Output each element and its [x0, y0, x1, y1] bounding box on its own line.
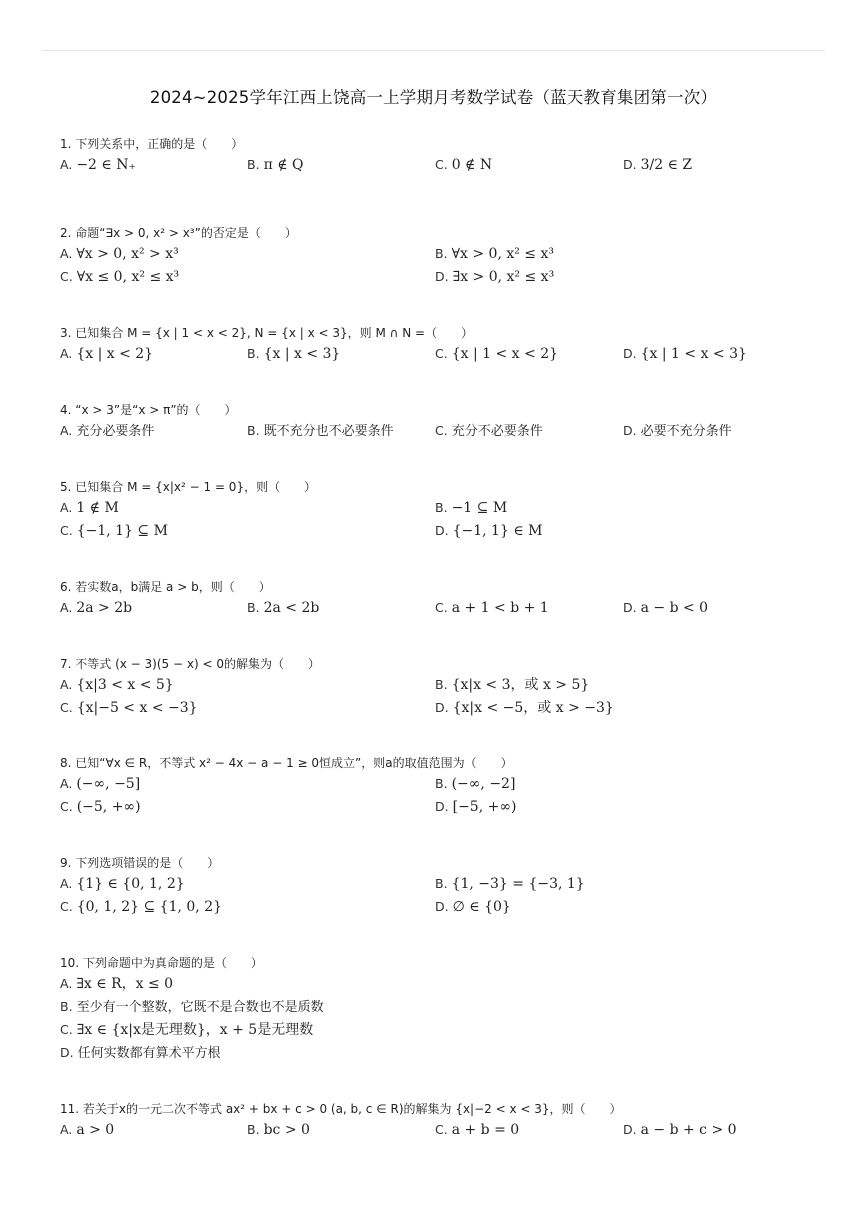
option-c[interactable]: [60, 896, 222, 918]
option-c[interactable]: [60, 796, 141, 818]
header-rule: [42, 50, 825, 51]
option-label: C.: [435, 157, 448, 172]
option-text: {x|x < −5，或 x > −3}: [452, 700, 614, 716]
option-c[interactable]: [60, 1019, 840, 1042]
option-text: 充分不必要条件: [451, 424, 543, 439]
option-text: 2a > 2b: [76, 600, 133, 616]
question-8: [60, 755, 840, 819]
options-row: [60, 343, 840, 366]
question-stem: 3. 已知集合 M = {x | 1 < x < 2}, N = {x | x < 3}，则 M ∩ N =（ ）: [60, 326, 474, 340]
option-label: C.: [60, 700, 73, 715]
option-a[interactable]: [60, 154, 136, 176]
option-text: ∅ ∈ {0}: [452, 899, 511, 915]
option-a[interactable]: [60, 773, 140, 795]
option-label: C.: [435, 1122, 448, 1137]
option-label: D.: [435, 700, 449, 715]
option-label: C.: [60, 269, 73, 284]
option-label: C.: [60, 1022, 73, 1037]
option-label: D.: [623, 600, 637, 615]
option-label: A.: [60, 600, 73, 615]
option-label: D.: [435, 799, 449, 814]
options-row: [60, 1119, 840, 1142]
option-label: B.: [247, 600, 260, 615]
option-text: 任何实数都有算术平方根: [77, 1046, 221, 1061]
option-text: 至少有一个整数，它既不是合数也不是质数: [76, 1000, 324, 1015]
options-row: [60, 796, 840, 819]
option-text: {x|−5 < x < −3}: [76, 700, 198, 716]
option-d[interactable]: [435, 697, 614, 719]
question-11: [60, 1101, 840, 1142]
option-b[interactable]: [247, 1119, 310, 1141]
question-4: [60, 402, 840, 443]
option-b[interactable]: [247, 597, 319, 619]
option-text: bc > 0: [263, 1122, 310, 1138]
option-label: B.: [247, 346, 260, 361]
option-d[interactable]: [623, 343, 747, 365]
option-label: D.: [435, 523, 449, 538]
option-text: 1 ∉ M: [76, 500, 119, 516]
question-7: [60, 656, 840, 720]
question-6: [60, 579, 840, 620]
option-label: A.: [60, 976, 73, 991]
option-text: (−5, +∞): [76, 799, 141, 815]
option-b[interactable]: [435, 674, 589, 696]
option-label: D.: [60, 1045, 74, 1060]
option-d[interactable]: [623, 597, 708, 619]
option-c[interactable]: [435, 343, 558, 365]
question-stem: 1. 下列关系中，正确的是（ ）: [60, 137, 244, 151]
options-row: [60, 896, 840, 919]
option-label: C.: [435, 346, 448, 361]
question-2: [60, 225, 840, 289]
options-row: [60, 420, 840, 443]
option-text: 充分必要条件: [76, 424, 155, 439]
options-row: [60, 497, 840, 520]
option-text: {x | 1 < x < 2}: [451, 346, 559, 362]
option-text: a + b = 0: [451, 1122, 520, 1138]
option-label: B.: [435, 876, 448, 891]
option-d[interactable]: [623, 420, 732, 443]
question-stem: 4. “x > 3”是“x > π”的（ ）: [60, 403, 237, 417]
option-label: B.: [60, 999, 73, 1014]
option-b[interactable]: [60, 996, 840, 1019]
options-row: [60, 597, 840, 620]
option-label: C.: [435, 600, 448, 615]
option-text: a > 0: [76, 1122, 115, 1138]
option-b[interactable]: [435, 243, 554, 265]
option-c[interactable]: [435, 1119, 519, 1141]
option-label: D.: [623, 423, 637, 438]
question-stem: 10. 下列命题中为真命题的是（ ）: [60, 956, 263, 970]
options-row: [60, 154, 840, 177]
option-label: B.: [247, 1122, 260, 1137]
question-stem: 2. 命题“∃x > 0, x² > x³”的否定是（ ）: [60, 226, 297, 240]
option-label: A.: [60, 157, 73, 172]
question-5: [60, 479, 840, 543]
option-text: 既不充分也不必要条件: [263, 424, 394, 439]
options-row: [60, 773, 840, 796]
question-3: [60, 325, 840, 366]
option-c[interactable]: [60, 520, 168, 542]
option-a[interactable]: [60, 873, 185, 895]
option-c[interactable]: [435, 597, 549, 619]
option-text: {0, 1, 2} ⊆ {1, 0, 2}: [76, 899, 223, 915]
options-row: [60, 674, 840, 697]
option-d[interactable]: [435, 796, 516, 818]
option-text: [−5, +∞): [452, 799, 517, 815]
option-label: D.: [435, 269, 449, 284]
option-a[interactable]: [60, 973, 840, 996]
option-text: a + 1 < b + 1: [451, 600, 549, 616]
option-label: C.: [60, 899, 73, 914]
option-text: ∃x > 0, x² ≤ x³: [452, 269, 555, 285]
option-text: −1 ⊆ M: [451, 500, 508, 516]
option-text: 0 ∉ N: [451, 157, 493, 173]
option-c[interactable]: [435, 154, 492, 176]
option-label: C.: [435, 423, 448, 438]
question-1: [60, 136, 840, 177]
option-d[interactable]: [435, 266, 554, 288]
option-label: B.: [435, 776, 448, 791]
option-text: (−∞, −2]: [451, 776, 516, 792]
question-stem: 5. 已知集合 M = {x|x² − 1 = 0}，则（ ）: [60, 480, 317, 494]
option-d[interactable]: [623, 154, 692, 176]
question-stem: 9. 下列选项错误的是（ ）: [60, 856, 220, 870]
option-a[interactable]: [60, 597, 132, 619]
option-text: a − b + c > 0: [640, 1122, 737, 1138]
option-c[interactable]: [60, 697, 198, 719]
option-text: {1, −3} = {−3, 1}: [451, 876, 585, 892]
options-row: [60, 873, 840, 896]
question-stem: 6. 若实数a，b满足 a > b，则（ ）: [60, 580, 271, 594]
option-text: ∀x > 0, x² ≤ x³: [451, 246, 554, 262]
option-label: B.: [247, 157, 260, 172]
option-a[interactable]: [60, 343, 153, 365]
option-label: B.: [435, 246, 448, 261]
options-row: [60, 243, 840, 266]
option-text: (−∞, −5]: [76, 776, 141, 792]
option-text: π ∉ Q: [263, 157, 304, 173]
option-a[interactable]: [60, 674, 174, 696]
option-d[interactable]: [60, 1042, 840, 1065]
option-label: A.: [60, 500, 73, 515]
option-text: 3/2 ∈ Z: [640, 157, 693, 173]
option-text: ∀x > 0, x² > x³: [76, 246, 179, 262]
option-text: ∃x ∈ R，x ≤ 0: [76, 976, 174, 992]
option-d[interactable]: [623, 1119, 737, 1141]
question-9: [60, 855, 840, 919]
options-row: [60, 697, 840, 720]
option-text: 2a < 2b: [263, 600, 320, 616]
option-label: A.: [60, 1122, 73, 1137]
option-label: D.: [623, 346, 637, 361]
option-text: {−1, 1} ⊆ M: [76, 523, 168, 539]
question-stem: 11. 若关于x的一元二次不等式 ax² + bx + c > 0 (a, b, c ∈ R)的解集为 {x|−2 < x < 3}，则（ ）: [60, 1102, 622, 1116]
option-label: A.: [60, 677, 73, 692]
options-row: [60, 266, 840, 289]
option-label: A.: [60, 346, 73, 361]
option-a[interactable]: [60, 497, 119, 519]
option-c[interactable]: [435, 420, 543, 443]
options-row: [60, 520, 840, 543]
option-text: −2 ∈ N₊: [76, 157, 136, 173]
option-label: B.: [435, 500, 448, 515]
option-text: {x | 1 < x < 3}: [640, 346, 747, 362]
option-label: C.: [60, 799, 73, 814]
option-label: A.: [60, 776, 73, 791]
option-b[interactable]: [247, 420, 394, 443]
option-label: A.: [60, 876, 73, 891]
option-text: {x|x < 3，或 x > 5}: [451, 677, 590, 693]
option-d[interactable]: [435, 520, 542, 542]
option-text: ∀x ≤ 0, x² ≤ x³: [76, 269, 180, 285]
page-title: 2024~2025学年江西上饶高一上学期月考数学试卷（蓝天教育集团第一次）: [149, 88, 718, 107]
option-text: {1} ∈ {0, 1, 2}: [76, 876, 185, 892]
option-c[interactable]: [60, 266, 179, 288]
option-label: D.: [435, 899, 449, 914]
option-d[interactable]: [435, 896, 511, 918]
option-label: C.: [60, 523, 73, 538]
option-b[interactable]: [247, 343, 340, 365]
question-stem: 8. 已知“∀x ∈ R，不等式 x² − 4x − a − 1 ≥ 0恒成立”，则a的取值范围为（ ）: [60, 756, 513, 770]
option-text: {x | x < 2}: [76, 346, 154, 362]
option-label: A.: [60, 246, 73, 261]
option-b[interactable]: [247, 154, 304, 176]
option-text: {x|3 < x < 5}: [76, 677, 174, 693]
option-text: ∃x ∈ {x|x是无理数}，x + 5是无理数: [76, 1022, 314, 1038]
option-b[interactable]: [435, 497, 507, 519]
option-label: D.: [623, 157, 637, 172]
option-text: {−1, 1} ∈ M: [452, 523, 543, 539]
option-label: A.: [60, 423, 73, 438]
option-a[interactable]: [60, 420, 154, 443]
option-label: D.: [623, 1122, 637, 1137]
option-b[interactable]: [435, 873, 585, 895]
option-a[interactable]: [60, 243, 179, 265]
option-label: B.: [247, 423, 260, 438]
option-label: B.: [435, 677, 448, 692]
option-text: 必要不充分条件: [640, 424, 732, 439]
question-10: [60, 955, 840, 1065]
option-b[interactable]: [435, 773, 515, 795]
question-stem: 7. 不等式 (x − 3)(5 − x) < 0的解集为（ ）: [60, 657, 320, 671]
option-text: {x | x < 3}: [263, 346, 341, 362]
option-text: a − b < 0: [640, 600, 709, 616]
option-a[interactable]: [60, 1119, 114, 1141]
